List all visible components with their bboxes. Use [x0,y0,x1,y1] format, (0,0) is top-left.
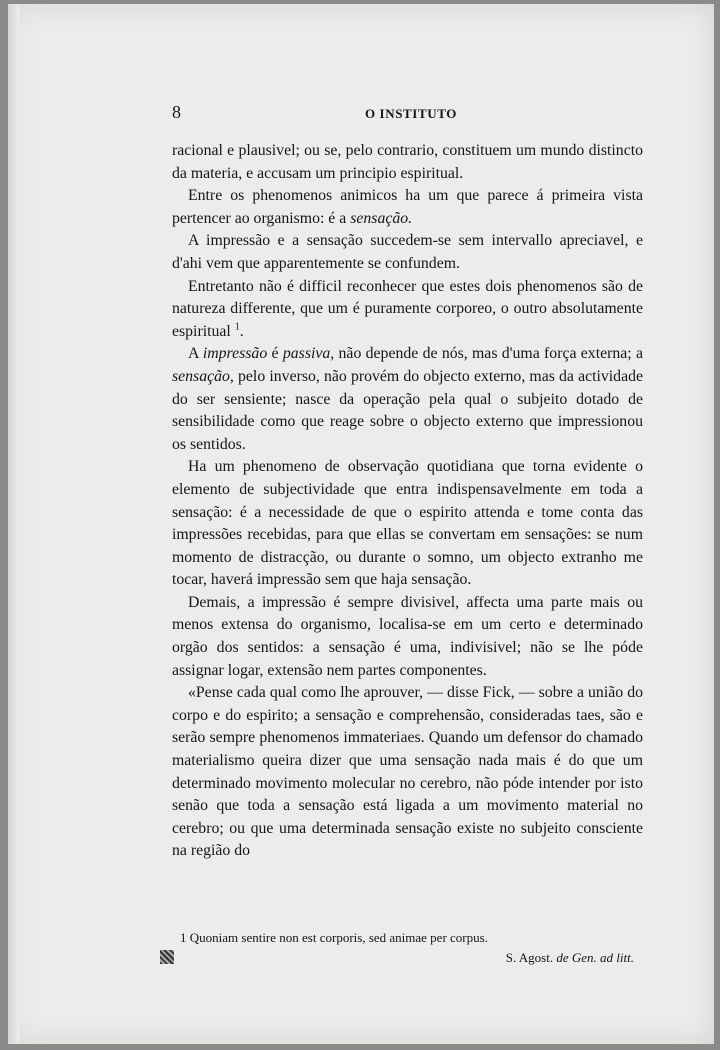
footnote-source [180,948,640,968]
running-head: O INSTITUTO [365,106,457,121]
printer-mark-icon [160,950,174,964]
paragraph-2-italic: sensação. [350,209,413,227]
paragraph-2-text: Entre os phenomenos animicos ha um que parece á primeira vista pertencer ao organismo: é a [172,187,643,227]
paragraph-4-end: . [239,322,244,340]
footnote-source-author: S. Agost. [505,950,557,965]
paragraph-5-text-d: pelo inverso, não provém do objecto externo, mas da actividade do ser sensiente; nasce da operação pela qual o subjeito dotado de sensibilidade como que reage sobre o objecto externo que impressionou os sentidos. [172,367,643,453]
paragraph-3: A impressão e a sensação succedem-se sem intervallo apreciavel, e d'ahi vem que apparentemente se confundem. [172,232,643,272]
paragraph-6: Ha um phenomeno de observação quotidiana que torna evidente o elemento de subjectividade que entra indispensavelmente em toda a sensação: é a necessidade de que o espirito attenda e tome conta das impressões recebidas, para que ellas se convertam em sensações: se num momento de distracção, ou durante o somno, um objecto extranho me tocar, haverá impressão sem que haja sensação. [172,458,643,589]
footnote-marker: 1 [180,930,187,945]
paragraph-5 [172,343,643,456]
page-header [0,100,720,124]
paragraph-7: Demais, a impressão é sempre divisivel, affecta uma parte mais ou menos extensa do organismo, localisa-se em um certo e determinado orgão dos sentidos: a sensação é uma, indivisivel; não se lhe póde assignar logar, extensão nem partes componentes. [172,593,643,679]
footnote-source-title: de Gen. ad litt. [556,950,634,965]
footnote [180,928,640,968]
paragraph-5-italic-2: passiva, [282,345,335,363]
paragraph-5-italic-1: impressão [202,345,268,363]
paragraph-2 [172,185,643,230]
paragraph-5-text-a: A [188,345,203,363]
paragraph-5-text-c: não depende de nós, mas d'uma força externa; a [334,345,643,363]
footnote-text: Quoniam sentire non est corporis, sed animae per corpus. [186,930,488,945]
paragraph-4-text: Entretanto não é difficil reconhecer que estes dois phenomenos são de natureza differente, que um é puramente corporeo, o outro absolutamente espiritual [172,277,643,340]
body-text [172,140,643,863]
footnote-line [180,928,640,948]
paragraph-5-text-b: é [267,345,283,363]
page-gutter-shadow [8,4,20,1044]
footnote-reference: 1 [234,321,240,333]
paragraph-8: «Pense cada qual como lhe aprouver, — disse Fick, — sobre a união do corpo e do espirito; a sensação e comprehensão, consideradas taes, são e serão sempre phenomenos immateriaes. Quando um defensor do chamado materialismo queira dizer que uma sensação nada mais é do que um determinado movimento molecular no cerebro, não póde intender por isto senão que toda a sensação está ligada a um movimento material no cerebro; ou que uma determinada sensação existe no subjeito consciente na região do [172,684,643,860]
page-number: 8 [172,102,181,122]
paragraph-4 [172,276,643,344]
paragraph-1: racional e plausivel; ou se, pelo contrario, constituem um mundo distincto da materia, e accusam um principio espiritual. [172,142,643,182]
paragraph-5-italic-3: sensação, [172,367,234,385]
